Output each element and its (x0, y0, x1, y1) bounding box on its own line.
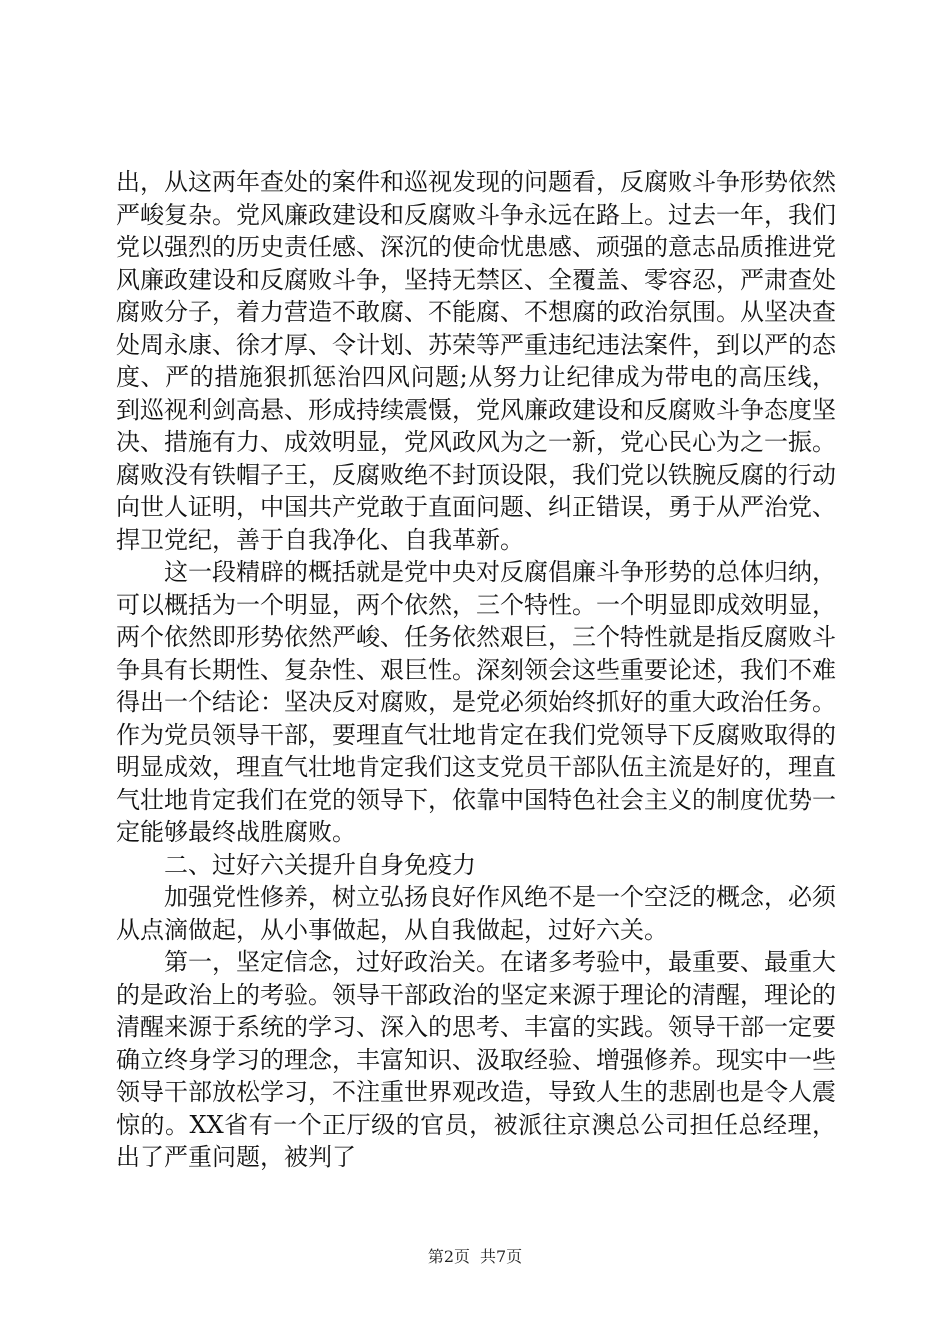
paragraph-first-point: 第一，坚定信念，过好政治关。在诸多考验中，最重要、最重大的是政治上的考验。领导干部政治的坚定来源于理论的清醒，理论的清醒来源于系统的学习、深入的思考、丰富的实践。领导干部一定要确立终身学习的理念，丰富知识、汲取经验、增强修养。现实中一些领导干部放松学习，不注重世界观改造，导致人生的悲剧也是令人震惊的。XX省有一个正厅级的官员，被派往京澳总公司担任总经理，出了严重问题，被判了 (116, 948, 836, 1171)
page-footer (0, 1244, 950, 1267)
section-heading: 二、过好六关提升自身免疫力 (164, 850, 476, 879)
paragraph-intro: 加强党性修养，树立弘扬良好作风绝不是一个空泛的概念，必须从点滴做起，从小事做起，从自我做起，过好六关。 (116, 883, 836, 944)
document-body (116, 166, 836, 1174)
page-number: 第2页 (427, 1247, 470, 1266)
page-total: 共7页 (480, 1247, 523, 1266)
paragraph-continuation: 出，从这两年查处的案件和巡视发现的问题看，反腐败斗争形势依然严峻复杂。党风廉政建设和反腐败斗争永远在路上。过去一年，我们党以强烈的历史责任感、深沉的使命忧患感、顽强的意志品质推进党风廉政建设和反腐败斗争，坚持无禁区、全覆盖、零容忍，严肃查处腐败分子，着力营造不敢腐、不能腐、不想腐的政治氛围。从坚决查处周永康、徐才厚、令计划、苏荣等严重违纪违法案件，到以严的态度、严的措施狠抓惩治四风问题;从努力让纪律成为带电的高压线，到巡视利剑高悬、形成持续震慑，党风廉政建设和反腐败斗争态度坚决、措施有力、成效明显，党风政风为之一新，党心民心为之一振。腐败没有铁帽子王，反腐败绝不封顶设限，我们党以铁腕反腐的行动向世人证明，中国共产党敢于直面问题、纠正错误，勇于从严治党、捍卫党纪，善于自我净化、自我革新。 (116, 168, 836, 554)
paragraph-summary: 这一段精辟的概括就是党中央对反腐倡廉斗争形势的总体归纳，可以概括为一个明显，两个依然，三个特性。一个明显即成效明显，两个依然即形势依然严峻、任务依然艰巨，三个特性就是指反腐败斗争具有长期性、复杂性、艰巨性。深刻领会这些重要论述，我们不难得出一个结论：坚决反对腐败，是党必须始终抓好的重大政治任务。作为党员领导干部，要理直气壮地肯定在我们党领导下反腐败取得的明显成效，理直气壮地肯定我们这支党员干部队伍主流是好的，理直气壮地肯定我们在党的领导下，依靠中国特色社会主义的制度优势一定能够最终战胜腐败。 (116, 558, 836, 846)
